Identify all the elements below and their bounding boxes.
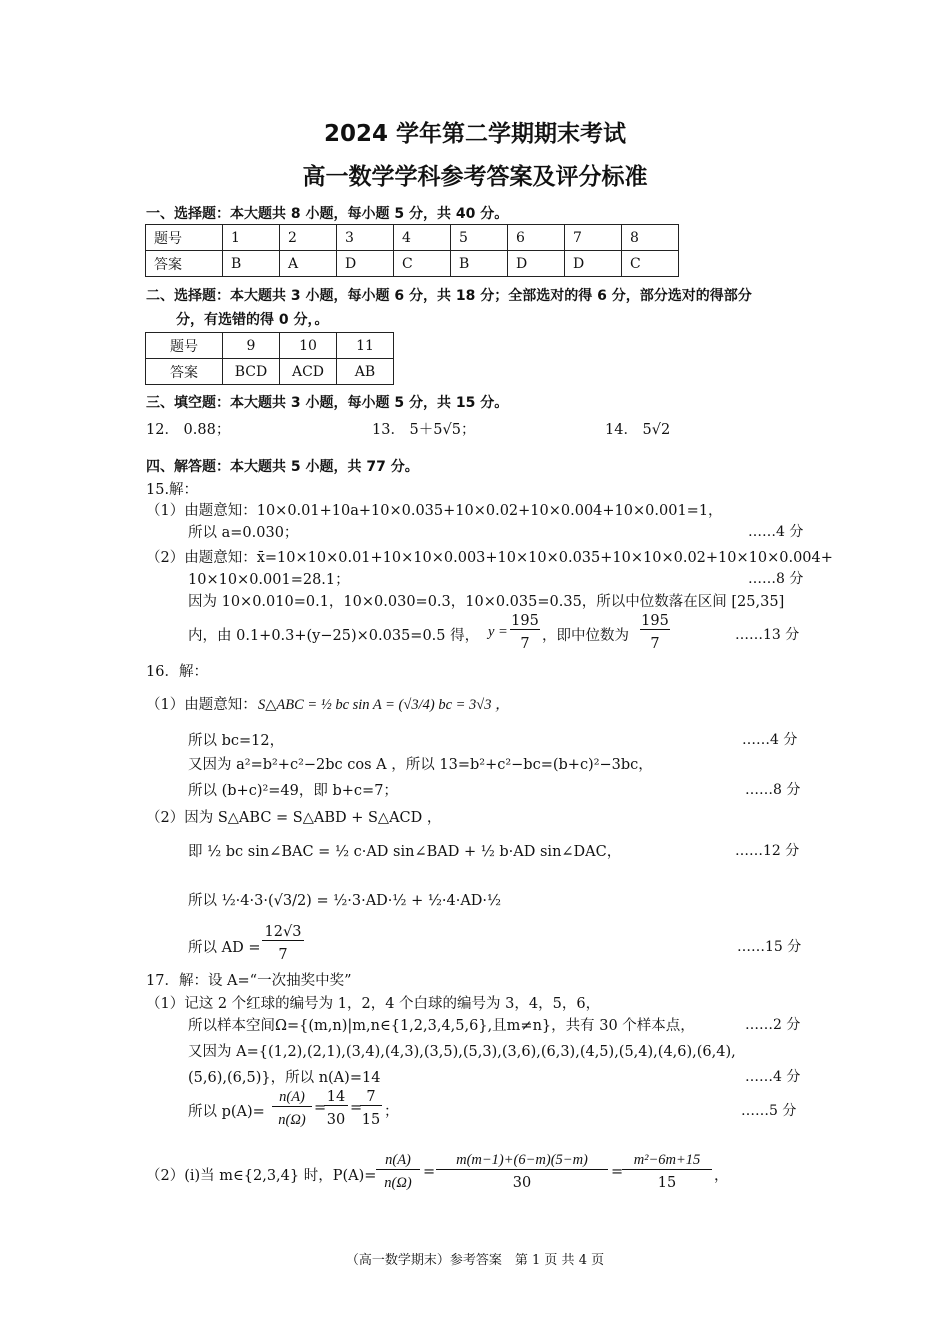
q15-label: 15.解： (146, 482, 199, 498)
table-cell: D (337, 251, 394, 277)
table-cell: 8 (622, 225, 679, 251)
q16-line1a: （1）由题意知： (146, 697, 257, 713)
equals-sign: = (314, 1100, 327, 1116)
score-mark: ……2 分 (745, 1017, 801, 1033)
fraction-denominator: 15 (361, 1112, 381, 1128)
equals-sign: = (423, 1164, 436, 1180)
q16-line8a: 所以 AD = (188, 940, 261, 956)
table-row (146, 359, 394, 385)
table-cell: 答案 (146, 359, 223, 385)
q15-line4: 10×10×0.001=28.1； (188, 572, 350, 588)
table-cell: ACD (280, 359, 337, 385)
fraction-denominator: n(Ω) (278, 1112, 306, 1128)
table-cell: 7 (565, 225, 622, 251)
section1-answer-table (145, 224, 679, 277)
q16-line2: 所以 bc=12， (188, 733, 285, 749)
fraction-denominator: 7 (520, 636, 530, 652)
table-cell: 答案 (146, 251, 223, 277)
q17-line4: (5,6),(6,5)}，所以 n(A)=14 (188, 1070, 381, 1086)
section1-heading: 一、选择题：本大题共 8 小题，每小题 5 分，共 40 分。 (146, 206, 509, 222)
fraction-denominator: 7 (278, 947, 288, 963)
fraction-numerator: m(m−1)+(6−m)(5−m) (436, 1152, 608, 1170)
q15-line6b: y = (488, 624, 508, 640)
fraction-numerator: 195 (641, 613, 669, 629)
table-cell: 11 (337, 333, 394, 359)
fraction-denominator: 7 (650, 636, 660, 652)
page-title: 2024 学年第二学期期末考试 (323, 121, 627, 147)
q15-line6a: 内，由 0.1+0.3+(y−25)×0.035=0.5 得， (188, 628, 480, 644)
fraction-numerator: 195 (511, 613, 539, 629)
semicolon: ； (384, 1104, 399, 1120)
table-cell: D (508, 251, 565, 277)
answer-12: 12． 0.88； (146, 422, 231, 438)
table-cell: 5 (451, 225, 508, 251)
q16-line5: （2）因为 S△ABC = S△ABD + S△ACD ， (146, 810, 442, 826)
table-cell: A (280, 251, 337, 277)
q15-line2: 所以 a=0.030； (188, 525, 299, 541)
table-cell: 1 (223, 225, 280, 251)
comma: ， (714, 1168, 729, 1184)
fraction-numerator: 12√3 (262, 924, 304, 941)
score-mark: ……8 分 (748, 571, 804, 587)
q17-line1: （1）记这 2 个红球的编号为 1，2，4 个白球的编号为 3，4，5，6， (146, 996, 601, 1012)
fraction-numerator: 7 (360, 1089, 382, 1106)
fraction-denominator: n(Ω) (384, 1175, 412, 1191)
section2-answer-table (145, 332, 394, 385)
table-cell: 3 (337, 225, 394, 251)
q17-line2: 所以样本空间Ω={(m,n)|m,n∈{1,2,3,4,5,6},且m≠n}，共有 30 个样本点， (188, 1018, 695, 1034)
fraction-denominator: 30 (326, 1112, 346, 1128)
table-cell: C (622, 251, 679, 277)
table-row (146, 225, 679, 251)
equals-sign: = (611, 1164, 624, 1180)
table-row (146, 333, 394, 359)
section4-heading: 四、解答题：本大题共 5 小题，共 77 分。 (146, 459, 419, 475)
table-cell: 2 (280, 225, 337, 251)
page-footer: （高一数学期末）参考答案 第 1 页 共 4 页 (345, 1253, 605, 1268)
table-cell: 题号 (146, 225, 223, 251)
fraction-numerator: n(A) (376, 1152, 420, 1170)
table-cell: 4 (394, 225, 451, 251)
q17-line6a: （2）(i)当 m∈{2,3,4} 时，P(A)= (146, 1168, 377, 1184)
fraction-numerator: n(A) (272, 1089, 312, 1107)
score-mark: ……8 分 (745, 782, 801, 798)
fraction-denominator: 15 (657, 1175, 677, 1191)
page-subtitle: 高一数学学科参考答案及评分标准 (302, 164, 648, 190)
q16-line7: 所以 ½·4·3·(√3/2) = ½·3·AD·½ + ½·4·AD·½ (188, 893, 502, 909)
score-mark: ……4 分 (745, 1069, 801, 1085)
q17-line5a: 所以 p(A)= (188, 1104, 265, 1120)
section2-heading-line2: 分，有选错的得 0 分，。 (176, 312, 329, 328)
table-cell: 题号 (146, 333, 223, 359)
section2-heading-line1: 二、选择题：本大题共 3 小题，每小题 6 分，共 18 分；全部选对的得 6 分，部分选对的得部分 (146, 288, 752, 304)
table-cell: B (451, 251, 508, 277)
table-cell: AB (337, 359, 394, 385)
table-cell: BCD (223, 359, 280, 385)
q15-line1: （1）由题意知：10×0.01+10a+10×0.035+10×0.02+10×0.004+10×0.001=1， (146, 503, 723, 519)
answer-14: 14． 5√2 (605, 422, 671, 438)
table-cell: C (394, 251, 451, 277)
q16-label: 16．解： (146, 664, 208, 680)
fraction-denominator: 30 (512, 1175, 532, 1191)
section3-heading: 三、填空题：本大题共 3 小题，每小题 5 分，共 15 分。 (146, 395, 509, 411)
fraction-numerator: m²−6m+15 (622, 1152, 712, 1170)
score-mark: ……12 分 (735, 843, 800, 859)
q16-line3: 又因为 a²=b²+c²−2bc cos A ，所以 13=b²+c²−bc=(b+c)²−3bc， (188, 757, 653, 773)
table-cell: D (565, 251, 622, 277)
table-row (146, 251, 679, 277)
q15-line5: 因为 10×0.010=0.1，10×0.030=0.3，10×0.035=0.35，所以中位数落在区间 [25,35] (188, 594, 785, 610)
equals-sign: = (350, 1100, 363, 1116)
q16-line4: 所以 (b+c)²=49，即 b+c=7； (188, 783, 398, 799)
q16-line6: 即 ½ bc sin∠BAC = ½ c·AD sin∠BAD + ½ b·AD sin∠DAC， (188, 844, 622, 860)
score-mark: ……4 分 (742, 732, 798, 748)
table-cell: 9 (223, 333, 280, 359)
q16-line1b: S△ABC = ½ bc sin A = (√3/4) bc = 3√3 ， (258, 697, 510, 713)
score-mark: ……5 分 (741, 1103, 797, 1119)
q15-line6c: ，即中位数为 (542, 628, 629, 644)
table-cell: B (223, 251, 280, 277)
answer-13: 13． 5＋5√5； (372, 422, 476, 438)
fraction-numerator: 14 (324, 1089, 348, 1106)
score-mark: ……15 分 (737, 939, 802, 955)
table-cell: 10 (280, 333, 337, 359)
table-cell: 6 (508, 225, 565, 251)
q17-line0: 17．解：设 A=“一次抽奖中奖” (146, 973, 352, 989)
score-mark: ……4 分 (748, 524, 804, 540)
q17-line3: 又因为 A={(1,2),(2,1),(3,4),(4,3),(3,5),(5,3),(3,6),(6,3),(4,5),(5,4),(4,6),(6,4), (188, 1044, 736, 1060)
score-mark: ……13 分 (735, 627, 800, 643)
q15-line3: （2）由题意知：x̄=10×10×0.01+10×10×0.003+10×10×0.035+10×10×0.02+10×10×0.004+ (146, 550, 833, 566)
